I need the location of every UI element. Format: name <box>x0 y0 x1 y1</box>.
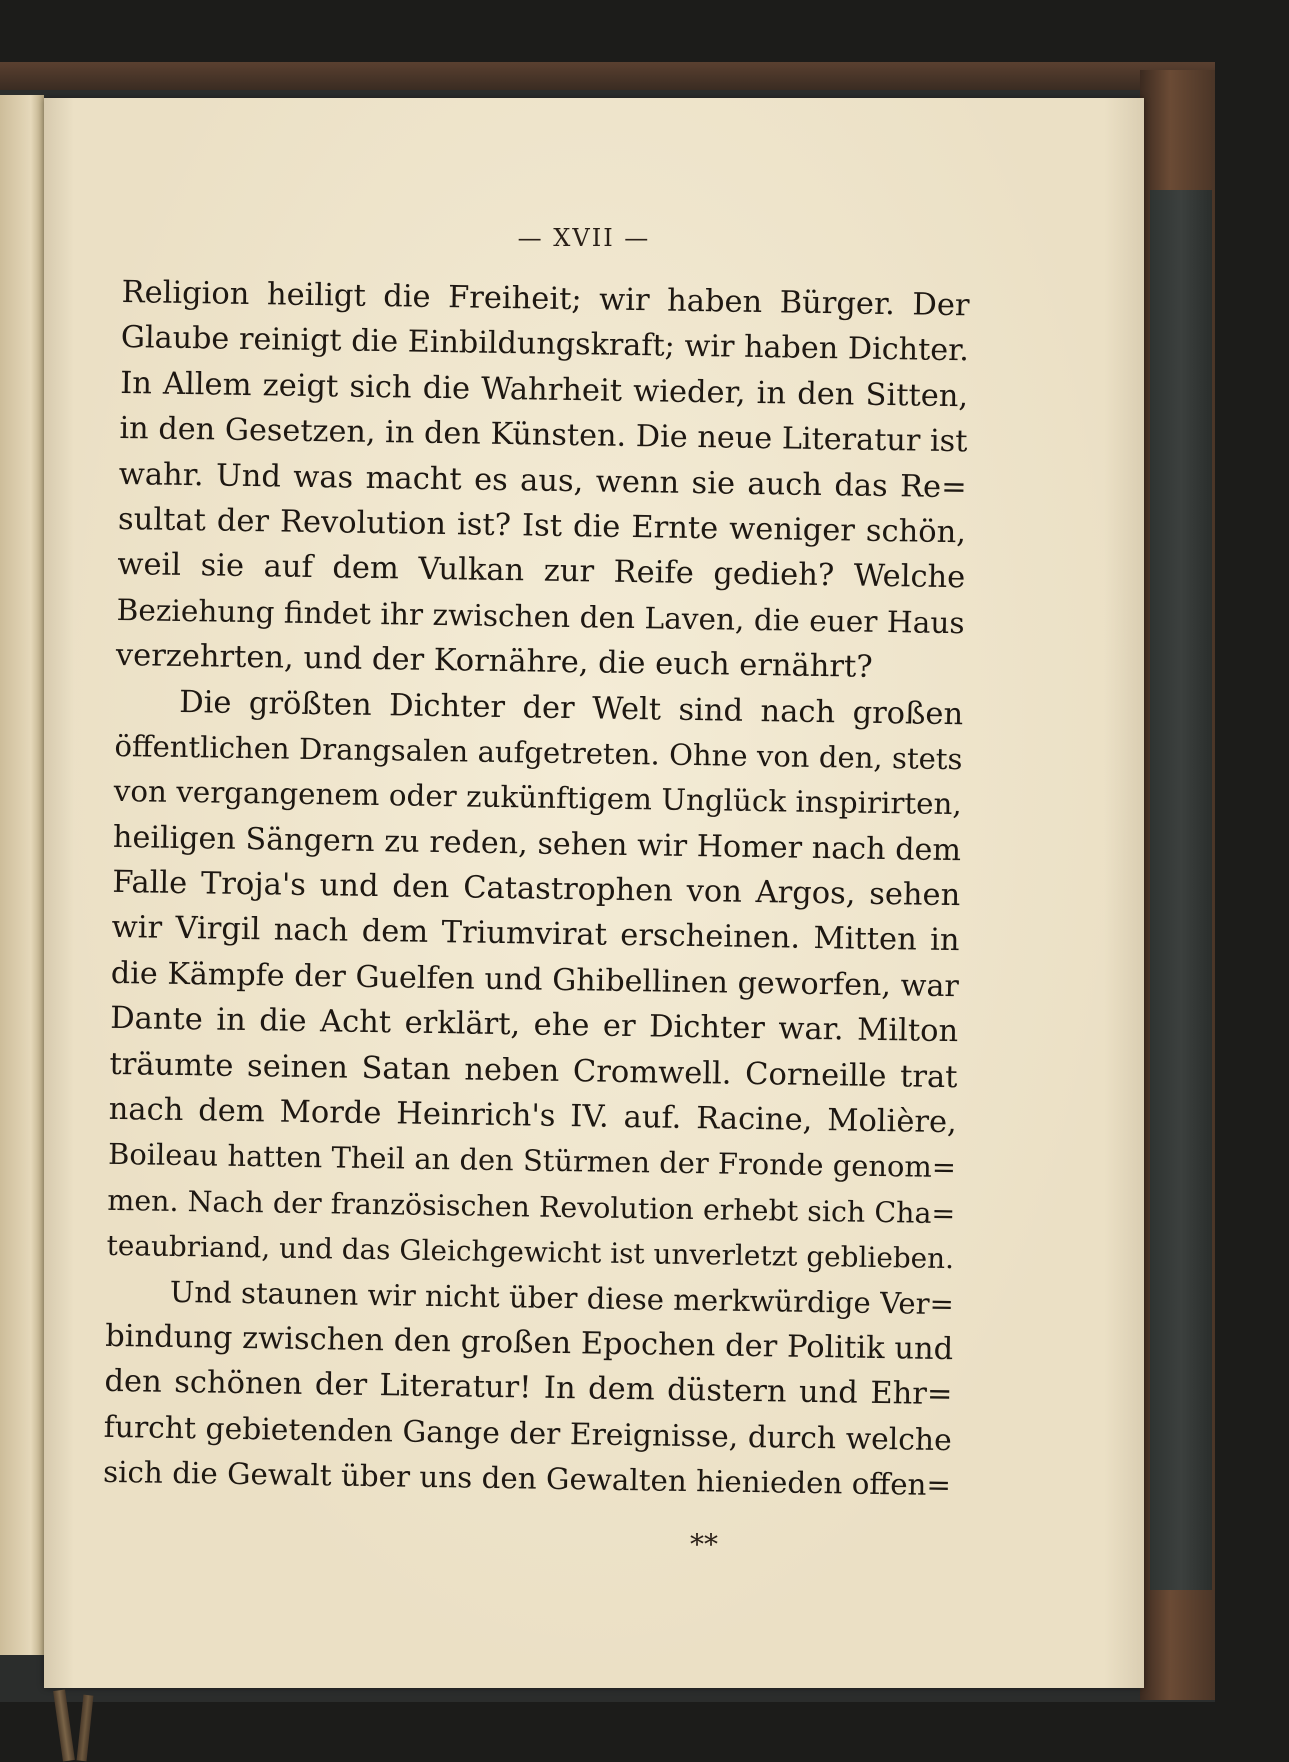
text-line: Boileau hatten Theil an den Stürmen der Fronde genom= <box>107 1137 957 1185</box>
text-line: verzehrten, und der Kornähre, die euch ernährt? <box>115 638 873 685</box>
text-line: teaubriand, und das Gleichgewicht ist unverletzt geblieben. <box>106 1229 955 1276</box>
facing-page-edge <box>0 95 44 1655</box>
text-line: furcht gebietenden Gange der Ereignisse, durch welche <box>103 1409 952 1458</box>
text-line: men. Nach der französischen Revolution erhebt sich Cha= <box>107 1183 956 1231</box>
signature-mark: ** <box>690 1528 718 1561</box>
text-line: Falle Troja's und den Catastrophen von Argos, sehen <box>112 865 961 914</box>
text-line: Und staunen wir nicht über diese merkwürdige Ver= <box>169 1274 955 1321</box>
text-line: träumte seinen Satan neben Cromwell. Corneille trat <box>109 1046 958 1095</box>
text-line: bindung zwischen den großen Epochen der Politik und <box>104 1318 954 1368</box>
text-line: wir Virgil nach dem Triumvirat erscheinen. Mitten in <box>111 910 960 959</box>
text-line: sich die Gewalt über uns den Gewalten hienieden offen= <box>102 1455 952 1503</box>
book-page <box>44 98 1144 1688</box>
text-line: Beziehung findet ihr zwischen den Laven, die euer Haus <box>116 592 965 641</box>
text-line: von vergangenem oder zukünftigem Unglück inspirirten, <box>113 774 962 822</box>
cover-cloth-spine <box>1150 190 1212 1590</box>
text-line: Dante in die Acht erklärt, ehe er Dichter war. Milton <box>109 1001 959 1050</box>
text-line: die Kämpfe der Guelfen und Ghibellinen geworfen, war <box>110 955 960 1005</box>
text-line: den schönen der Literatur! In dem düstern und Ehr= <box>104 1364 953 1413</box>
text-line: In Allem zeigt sich die Wahrheit wieder, in den Sitten, <box>119 365 969 415</box>
text-line: nach dem Morde Heinrich's IV. auf. Racine, Molière, <box>108 1091 957 1141</box>
text-line: Religion heiligt die Freiheit; wir haben Bürger. Der <box>121 274 970 324</box>
text-line: Die größten Dichter der Welt sind nach großen <box>178 684 964 732</box>
text-line: öffentlichen Drangsalen aufgetreten. Ohne von den, stets <box>114 728 963 777</box>
text-line: wahr. Und was macht es aus, wenn sie auch das Re= <box>118 456 967 505</box>
text-line: Glaube reinigt die Einbildungskraft; wir haben Dichter. <box>120 320 970 369</box>
body-text <box>103 270 970 1509</box>
text-line: in den Gesetzen, in den Künsten. Die neue Literatur ist <box>119 411 968 460</box>
text-line: sultat der Revolution ist? Ist die Ernte weniger schön, <box>117 501 967 551</box>
page-number: — XVII — <box>517 224 651 252</box>
cover-top-edge <box>0 62 1215 90</box>
text-line: weil sie auf dem Vulkan zur Reife gedieh? Welche <box>117 547 966 596</box>
text-line: heiligen Sängern zu reden, sehen wir Homer nach dem <box>112 819 962 868</box>
ribbon-bookmark <box>77 1695 94 1762</box>
